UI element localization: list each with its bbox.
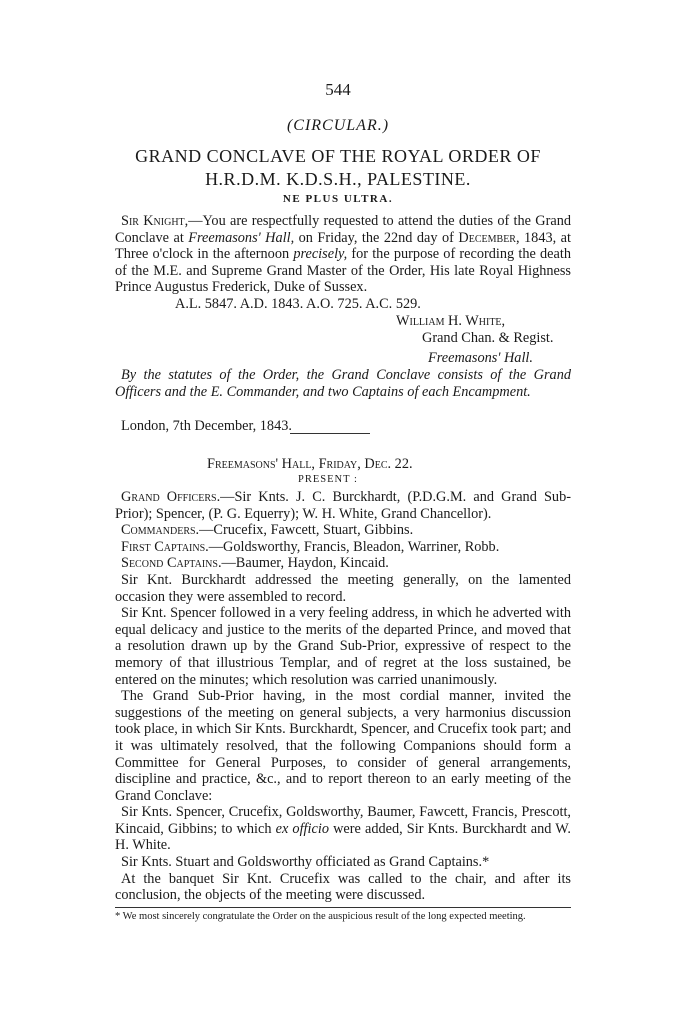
- signature-name: William H. White,: [396, 313, 506, 329]
- section-divider: [290, 433, 370, 434]
- paragraph-captains: Sir Knts. Stuart and Goldsworthy officiated as Grand Captains.*: [121, 854, 490, 871]
- paragraph-spencer: Sir Knt. Spencer followed in a very feeling address, in which he adverted with equal delicacy and justice to the merits of the departed Prince, and moved that a resolution drawn up by the Grand Sub-Prior, expressive of respect to the memory of that illustrious Templar, and of regret at the loss sustained, be entered on the minutes; which resolution was carried unanimously.: [115, 605, 571, 688]
- footnote: * We most sincerely congratulate the Order on the auspicious result of the long expected meeting.: [115, 911, 526, 922]
- motto: NE PLUS ULTRA.: [282, 193, 394, 205]
- paragraph-burckhardt: Sir Knt. Burckhardt addressed the meeting generally, on the lamented occasion they were assembled to record.: [115, 571, 571, 605]
- present-label: PRESENT :: [298, 474, 358, 485]
- attendance-list: Grand Officers.—Sir Knts. J. C. Burckhardt, (P.D.G.M. and Grand Sub-Prior); Spencer, (P. G. Equerry); W. H. White, Grand Chancellor). Commanders.—Crucefix, Fawcett, Stuart, Gibbins. First Captains.—Goldsworthy, Francis, Bleadon, Warriner, Robb. Second Captains.—Baumer, Haydon, Kincaid. Sir Knt. Burckhardt addressed the meeting generally, on the lamented occasion they were assembled to record. Sir Knt. Spencer followed in a very feeling address, in which he adverted with equal delicacy and justice to the merits of the departed Prince, and moved that a resolution drawn up by the Grand Sub-Prior, expressive of respect to the memory of that illustrious Templar, and of regret at the loss sustained, be entered on the minutes; which resolution was carried unanimously. The Grand Sub-Prior having, in the most cordial manner, invited the suggestions of the meeting on general subjects, a very harmonius discussion took place, in which Sir Knts. Burckhardt, Spencer, and Crucefix took part; and it was ultimately resolved, that the following Companions should form a Committee for General Purposes, to consider of general arrangements, discipline and practice, &c., and to report thereon to an early meeting of the Grand Conclave: Sir Knts. Spencer, Crucefix, Goldsworthy, Baumer, Fawcett, Francis, Prescott, Kincaid, Gibbins; to which ex officio were added, Sir Knts. Burckhardt and W. H. White. Sir Knts. Stuart and Goldsworthy officiated as Grand Captains.* At the banquet Sir Knt. Crucefix was called to the chair, and after its conclusion, the objects of the meeting were discussed.: [115, 489, 571, 904]
- paragraph-sub-prior: The Grand Sub-Prior having, in the most cordial manner, invited the suggestions of the meeting on general subjects, a very harmonius discussion took place, in which Sir Knts. Burckhardt, Spencer, and Crucefix took part; and it was ultimately resolved, that the following Companions should form a Committee for General Purposes, to consider of general arrangements, discipline and practice, &c., and to report thereon to an early meeting of the Grand Conclave:: [115, 688, 571, 804]
- statute-note: By the statutes of the Order, the Grand Conclave consists of the Grand Officers and the E. Commander, and two Captains of each Encampment.: [115, 367, 571, 400]
- meeting-heading: Freemasons' Hall, Friday, Dec. 22.: [207, 456, 413, 472]
- intro-paragraph: Sir Knight,—You are respectfully requested to attend the duties of the Grand Conclave at Freemasons' Hall, on Friday, the 22nd day of December, 1843, at Three o'clock in the afternoon precisely, for the purpose of recording the death of the M.E. and Supreme Grand Master of the Order, His late Royal Highness Prince Augustus Frederick, Duke of Sussex.: [115, 213, 572, 296]
- circular-label: (CIRCULAR.): [286, 117, 390, 134]
- paragraph-banquet: At the banquet Sir Knt. Crucefix was called to the chair, and after its conclusion, the objects of the meeting were discussed.: [115, 870, 571, 904]
- salutation: Sir Knight: [121, 213, 185, 229]
- dateline: London, 7th December, 1843.: [121, 418, 292, 434]
- footnote-rule: [115, 907, 571, 908]
- page-number: 544: [325, 80, 351, 99]
- signature-title: Grand Chan. & Regist.: [422, 330, 554, 346]
- era-dates: A.L. 5847. A.D. 1843. A.O. 725. A.C. 529.: [175, 296, 421, 312]
- signature-place: Freemasons' Hall.: [428, 350, 533, 366]
- paragraph-committee: Sir Knts. Spencer, Crucefix, Goldsworthy, Baumer, Fawcett, Francis, Prescott, Kincaid, Gibbins; to which ex officio were added, Sir Knts. Burckhardt and W. H. White.: [115, 804, 571, 854]
- heading-line-1: GRAND CONCLAVE OF THE ROYAL ORDER OF: [135, 146, 541, 166]
- heading-line-2: H.R.D.M. K.D.S.H., PALESTINE.: [205, 169, 471, 189]
